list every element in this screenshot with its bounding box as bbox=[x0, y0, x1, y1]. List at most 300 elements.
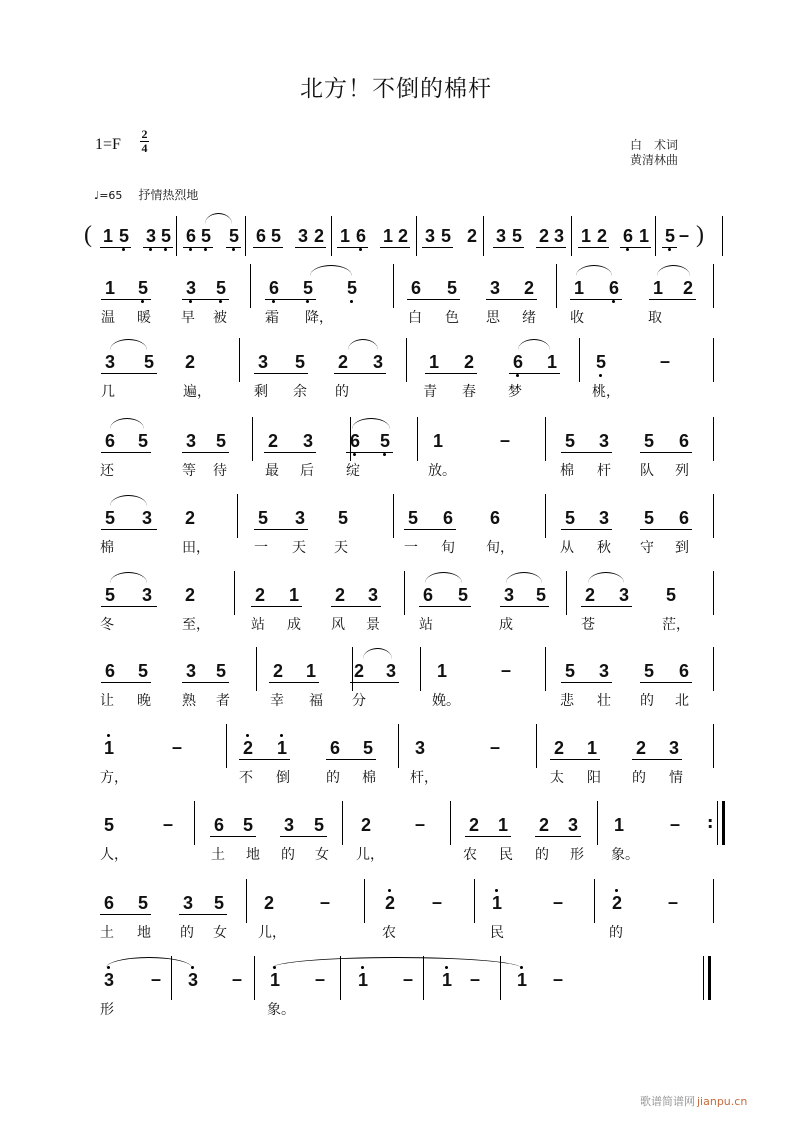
note bbox=[534, 585, 548, 605]
sustain-dash: – bbox=[670, 814, 681, 834]
sustain-dash: – bbox=[315, 969, 326, 989]
note-digit: 3 bbox=[618, 585, 629, 605]
sustain-dash: – bbox=[232, 969, 243, 989]
lyric: 旬 bbox=[441, 540, 455, 556]
barline bbox=[713, 879, 714, 923]
note-digit: 5 bbox=[564, 661, 575, 681]
eighth-underline bbox=[550, 759, 600, 760]
barline bbox=[713, 571, 714, 615]
note bbox=[103, 352, 117, 372]
note bbox=[642, 431, 656, 451]
note bbox=[287, 585, 301, 605]
eighth-underline bbox=[509, 373, 560, 374]
eighth-underline bbox=[380, 247, 410, 248]
note-digit: 2 bbox=[353, 661, 364, 681]
note bbox=[488, 278, 502, 298]
slur bbox=[348, 339, 378, 350]
octave-down-dot bbox=[141, 300, 144, 303]
note bbox=[490, 893, 504, 913]
note-digit: 2 bbox=[384, 893, 395, 913]
eighth-underline bbox=[422, 247, 453, 248]
lyric: 晚 bbox=[137, 693, 151, 709]
note bbox=[159, 226, 173, 246]
barline bbox=[545, 494, 546, 538]
note-digit: 1 bbox=[276, 738, 287, 758]
note bbox=[462, 352, 476, 372]
barline bbox=[483, 216, 484, 256]
sustain-dash: – bbox=[163, 814, 174, 834]
lyric: 温 bbox=[101, 310, 115, 326]
note bbox=[383, 893, 397, 913]
note-digit: 2 bbox=[313, 226, 324, 246]
note-digit: 3 bbox=[503, 585, 514, 605]
eighth-underline bbox=[500, 606, 549, 607]
note-digit: 6 bbox=[104, 431, 115, 451]
note-digit: 2 bbox=[397, 226, 408, 246]
sustain-dash: – bbox=[553, 969, 564, 989]
eighth-underline bbox=[254, 373, 308, 374]
note-digit: 5 bbox=[137, 661, 148, 681]
barline bbox=[713, 724, 714, 768]
lyric: 地 bbox=[246, 847, 260, 863]
slur bbox=[110, 572, 147, 583]
note bbox=[361, 738, 375, 758]
note-digit: 2 bbox=[611, 893, 622, 913]
note-digit: 1 bbox=[491, 893, 502, 913]
note-digit: 6 bbox=[268, 278, 279, 298]
close-paren: ) bbox=[696, 222, 704, 248]
note bbox=[378, 431, 392, 451]
lyric: 旬， bbox=[486, 540, 514, 556]
note bbox=[352, 661, 366, 681]
note-digit: 5 bbox=[643, 431, 654, 451]
note bbox=[301, 431, 315, 451]
eighth-underline bbox=[632, 759, 682, 760]
eighth-underline bbox=[561, 682, 612, 683]
note bbox=[293, 508, 307, 528]
slur bbox=[310, 265, 352, 276]
note bbox=[142, 352, 156, 372]
note bbox=[354, 226, 368, 246]
slur bbox=[110, 418, 144, 429]
note bbox=[293, 352, 307, 372]
note bbox=[241, 815, 255, 835]
note bbox=[431, 431, 445, 451]
lyric: 最 bbox=[265, 463, 279, 479]
note-digit: 5 bbox=[511, 226, 522, 246]
note bbox=[184, 278, 198, 298]
repeat-barline bbox=[717, 801, 725, 845]
sustain-dash: – bbox=[470, 969, 481, 989]
note bbox=[275, 738, 289, 758]
note-digit: 5 bbox=[143, 352, 154, 372]
note-digit: 3 bbox=[367, 585, 378, 605]
eighth-underline bbox=[662, 247, 677, 248]
note-digit: 6 bbox=[255, 226, 266, 246]
lyric: 不 bbox=[239, 770, 253, 786]
note-digit: 1 bbox=[546, 352, 557, 372]
note-digit: 2 bbox=[463, 352, 474, 372]
barline bbox=[226, 724, 227, 768]
barline bbox=[393, 264, 394, 308]
note-digit: 5 bbox=[337, 508, 348, 528]
octave-up-dot bbox=[495, 889, 498, 892]
note bbox=[262, 893, 276, 913]
note bbox=[677, 508, 691, 528]
lyric: 从 bbox=[560, 540, 574, 556]
note-digit: 1 bbox=[357, 970, 368, 990]
lyric: 的 bbox=[609, 925, 623, 941]
tempo-value: ♩=65 bbox=[94, 189, 123, 202]
note bbox=[336, 508, 350, 528]
barline bbox=[350, 417, 351, 461]
note bbox=[140, 508, 154, 528]
lyric: 成 bbox=[287, 617, 301, 633]
note-digit: 6 bbox=[622, 226, 633, 246]
note-digit: 6 bbox=[355, 226, 366, 246]
lyric: 一 bbox=[404, 540, 418, 556]
note bbox=[681, 278, 695, 298]
lyric: 形 bbox=[100, 1002, 114, 1018]
note-digit: 3 bbox=[141, 585, 152, 605]
note bbox=[183, 352, 197, 372]
note-digit: 6 bbox=[185, 226, 196, 246]
barline bbox=[545, 647, 546, 691]
note bbox=[345, 278, 359, 298]
lyric: 成 bbox=[499, 617, 513, 633]
eighth-underline bbox=[101, 299, 151, 300]
octave-down-dot bbox=[122, 248, 125, 251]
eighth-underline bbox=[561, 529, 612, 530]
note bbox=[607, 278, 621, 298]
note-digit: 2 bbox=[360, 815, 371, 835]
note bbox=[136, 893, 150, 913]
note-digit: 5 bbox=[362, 738, 373, 758]
barline bbox=[194, 801, 195, 845]
note bbox=[585, 738, 599, 758]
lyric: 农 bbox=[463, 847, 477, 863]
lyric: 象。 bbox=[611, 847, 639, 863]
note bbox=[423, 226, 437, 246]
lyric: 被 bbox=[213, 310, 227, 326]
note-digit: 5 bbox=[564, 508, 575, 528]
eighth-underline bbox=[337, 247, 368, 248]
watermark-site: jianpu.cn bbox=[697, 1095, 748, 1108]
note bbox=[253, 585, 267, 605]
eighth-underline bbox=[649, 299, 696, 300]
lyric: 太 bbox=[550, 770, 564, 786]
lyric: 象。 bbox=[267, 1002, 295, 1018]
note bbox=[494, 226, 508, 246]
barline bbox=[352, 647, 353, 691]
eighth-underline bbox=[101, 373, 157, 374]
note-digit: 5 bbox=[215, 431, 226, 451]
sustain-dash: – bbox=[679, 225, 690, 245]
note bbox=[409, 278, 423, 298]
lyric: 梦 bbox=[508, 384, 522, 400]
note bbox=[371, 352, 385, 372]
barline bbox=[234, 571, 235, 615]
octave-down-dot bbox=[164, 248, 167, 251]
note bbox=[381, 226, 395, 246]
eighth-underline bbox=[326, 759, 376, 760]
note-digit: 5 bbox=[294, 352, 305, 372]
note-digit: 2 bbox=[184, 508, 195, 528]
lyric: 娩。 bbox=[432, 693, 460, 709]
lyric: 站 bbox=[251, 617, 265, 633]
note bbox=[612, 815, 626, 835]
lyric: 让 bbox=[100, 693, 114, 709]
octave-down-dot bbox=[612, 300, 615, 303]
note bbox=[271, 661, 285, 681]
note-digit: 3 bbox=[187, 970, 198, 990]
lyric: 后 bbox=[300, 463, 314, 479]
lyric: 的 bbox=[535, 847, 549, 863]
note bbox=[667, 738, 681, 758]
note bbox=[637, 226, 651, 246]
lyric: 天 bbox=[292, 540, 306, 556]
note bbox=[117, 226, 131, 246]
barline bbox=[417, 417, 418, 461]
lyric: 棉 bbox=[560, 463, 574, 479]
lyric: 幸 bbox=[270, 693, 284, 709]
note bbox=[496, 815, 510, 835]
open-paren: ( bbox=[84, 222, 92, 248]
barline bbox=[256, 647, 257, 691]
note bbox=[102, 815, 116, 835]
lyric: 秋 bbox=[597, 540, 611, 556]
barline bbox=[722, 216, 723, 256]
note-digit: 5 bbox=[137, 893, 148, 913]
lyric: 降， bbox=[305, 310, 333, 326]
note bbox=[664, 585, 678, 605]
octave-down-dot bbox=[232, 248, 235, 251]
eighth-underline bbox=[143, 247, 173, 248]
note-digit: 3 bbox=[283, 815, 294, 835]
note-digit: 3 bbox=[257, 352, 268, 372]
octave-down-dot bbox=[350, 300, 353, 303]
note bbox=[227, 226, 241, 246]
slur bbox=[657, 265, 690, 276]
barline bbox=[579, 338, 580, 382]
lyric: 青 bbox=[423, 384, 437, 400]
note-digit: 5 bbox=[535, 585, 546, 605]
note bbox=[621, 226, 635, 246]
note bbox=[103, 585, 117, 605]
lyric: 遍， bbox=[183, 384, 211, 400]
barline bbox=[597, 801, 598, 845]
slur bbox=[272, 957, 521, 968]
repeat-dots: : bbox=[707, 813, 714, 832]
note-digit: 1 bbox=[305, 661, 316, 681]
note bbox=[610, 893, 624, 913]
note-digit: 5 bbox=[302, 278, 313, 298]
note-digit: 1 bbox=[269, 970, 280, 990]
note bbox=[552, 226, 566, 246]
lyric: 人， bbox=[100, 847, 128, 863]
eighth-underline bbox=[346, 452, 393, 453]
barline bbox=[364, 879, 365, 923]
barline bbox=[252, 417, 253, 461]
note-digit: 2 bbox=[337, 352, 348, 372]
lyric: 余 bbox=[293, 384, 307, 400]
octave-down-dot bbox=[516, 374, 519, 377]
lyric: 苍 bbox=[581, 617, 595, 633]
watermark bbox=[640, 1093, 747, 1109]
note-digit: 3 bbox=[553, 226, 564, 246]
note bbox=[445, 278, 459, 298]
note-digit: 2 bbox=[553, 738, 564, 758]
note-digit: 3 bbox=[302, 431, 313, 451]
slur bbox=[205, 213, 232, 224]
note-digit: 5 bbox=[228, 226, 239, 246]
eighth-underline bbox=[101, 452, 151, 453]
eighth-underline bbox=[570, 299, 622, 300]
note bbox=[359, 815, 373, 835]
note-digit: 5 bbox=[103, 815, 114, 835]
note-digit: 5 bbox=[242, 815, 253, 835]
note bbox=[296, 226, 310, 246]
note bbox=[366, 585, 380, 605]
lyric: 到 bbox=[675, 540, 689, 556]
note-digit: 3 bbox=[185, 661, 196, 681]
eighth-underline bbox=[210, 836, 256, 837]
note bbox=[186, 970, 200, 990]
barline bbox=[713, 264, 714, 308]
note bbox=[214, 278, 228, 298]
note-digit: 5 bbox=[215, 278, 226, 298]
barline bbox=[176, 216, 177, 256]
note-digit: 1 bbox=[586, 738, 597, 758]
note-digit: 5 bbox=[104, 585, 115, 605]
note-digit: 2 bbox=[263, 893, 274, 913]
eighth-underline bbox=[486, 299, 537, 300]
barline bbox=[536, 724, 537, 768]
time-top: 2 bbox=[141, 127, 148, 141]
note-digit: 5 bbox=[664, 226, 675, 246]
note-digit: 1 bbox=[613, 815, 624, 835]
sustain-dash: – bbox=[172, 737, 183, 757]
lyricist: 白 术词 bbox=[630, 138, 679, 152]
note bbox=[579, 226, 593, 246]
note bbox=[677, 431, 691, 451]
lyric: 思 bbox=[486, 310, 500, 326]
watermark-cn: 歌谱简谱网 bbox=[640, 1095, 695, 1108]
note-digit: 3 bbox=[185, 431, 196, 451]
lyric: 几 bbox=[101, 384, 115, 400]
note bbox=[184, 226, 198, 246]
lyric: 的 bbox=[281, 847, 295, 863]
note bbox=[594, 352, 608, 372]
note bbox=[212, 893, 226, 913]
note-digit: 1 bbox=[102, 226, 113, 246]
note-digit: 5 bbox=[215, 661, 226, 681]
composer: 黄清林曲 bbox=[630, 153, 679, 167]
sustain-dash: – bbox=[415, 814, 426, 834]
eighth-underline bbox=[493, 247, 524, 248]
eighth-underline bbox=[179, 914, 227, 915]
note bbox=[282, 815, 296, 835]
note bbox=[102, 893, 116, 913]
tempo-marking bbox=[94, 186, 198, 203]
note-digit: 3 bbox=[103, 970, 114, 990]
barline bbox=[420, 647, 421, 691]
note-digit: 5 bbox=[564, 431, 575, 451]
note bbox=[510, 226, 524, 246]
note-digit: 2 bbox=[523, 278, 534, 298]
note bbox=[212, 815, 226, 835]
eighth-underline bbox=[425, 373, 477, 374]
note-digit: 1 bbox=[573, 278, 584, 298]
note bbox=[144, 226, 158, 246]
note bbox=[256, 508, 270, 528]
lyric: 一 bbox=[254, 540, 268, 556]
note bbox=[136, 278, 150, 298]
slur bbox=[363, 648, 392, 659]
note-digit: 6 bbox=[103, 893, 114, 913]
note bbox=[312, 226, 326, 246]
sustain-dash: – bbox=[320, 892, 331, 912]
note-digit: 2 bbox=[538, 815, 549, 835]
sustain-dash: – bbox=[403, 969, 414, 989]
octave-up-dot bbox=[246, 734, 249, 737]
note bbox=[563, 508, 577, 528]
lyric: 杆 bbox=[597, 463, 611, 479]
eighth-underline bbox=[404, 529, 456, 530]
note bbox=[597, 661, 611, 681]
barline bbox=[566, 571, 567, 615]
barline bbox=[713, 494, 714, 538]
lyric: 杆， bbox=[410, 770, 438, 786]
note-digit: 3 bbox=[598, 431, 609, 451]
note-digit: 3 bbox=[297, 226, 308, 246]
note-digit: 5 bbox=[137, 278, 148, 298]
lyric: 等 bbox=[182, 463, 196, 479]
lyric: 地 bbox=[137, 925, 151, 941]
note-digit: 1 bbox=[516, 970, 527, 990]
slur bbox=[588, 572, 624, 583]
eighth-underline bbox=[640, 529, 692, 530]
note bbox=[545, 352, 559, 372]
note-digit: 5 bbox=[313, 815, 324, 835]
barline bbox=[474, 879, 475, 923]
octave-down-dot bbox=[599, 374, 602, 377]
note bbox=[597, 508, 611, 528]
note-digit: 1 bbox=[104, 278, 115, 298]
lyric: 站 bbox=[419, 617, 433, 633]
note-digit: 2 bbox=[635, 738, 646, 758]
note-digit: 3 bbox=[294, 508, 305, 528]
sustain-dash: – bbox=[432, 892, 443, 912]
note-digit: 5 bbox=[595, 352, 606, 372]
note bbox=[566, 815, 580, 835]
lyric: 列 bbox=[675, 463, 689, 479]
note bbox=[328, 738, 342, 758]
lyric: 熟 bbox=[182, 693, 196, 709]
lyric: 守 bbox=[640, 540, 654, 556]
octave-down-dot bbox=[189, 248, 192, 251]
note bbox=[642, 508, 656, 528]
note-digit: 3 bbox=[385, 661, 396, 681]
note-digit: 1 bbox=[428, 352, 439, 372]
barline bbox=[398, 724, 399, 768]
slur bbox=[352, 418, 390, 429]
eighth-underline bbox=[578, 247, 609, 248]
eighth-underline bbox=[280, 836, 327, 837]
note-digit: 1 bbox=[652, 278, 663, 298]
note-digit: 3 bbox=[185, 278, 196, 298]
note bbox=[333, 585, 347, 605]
